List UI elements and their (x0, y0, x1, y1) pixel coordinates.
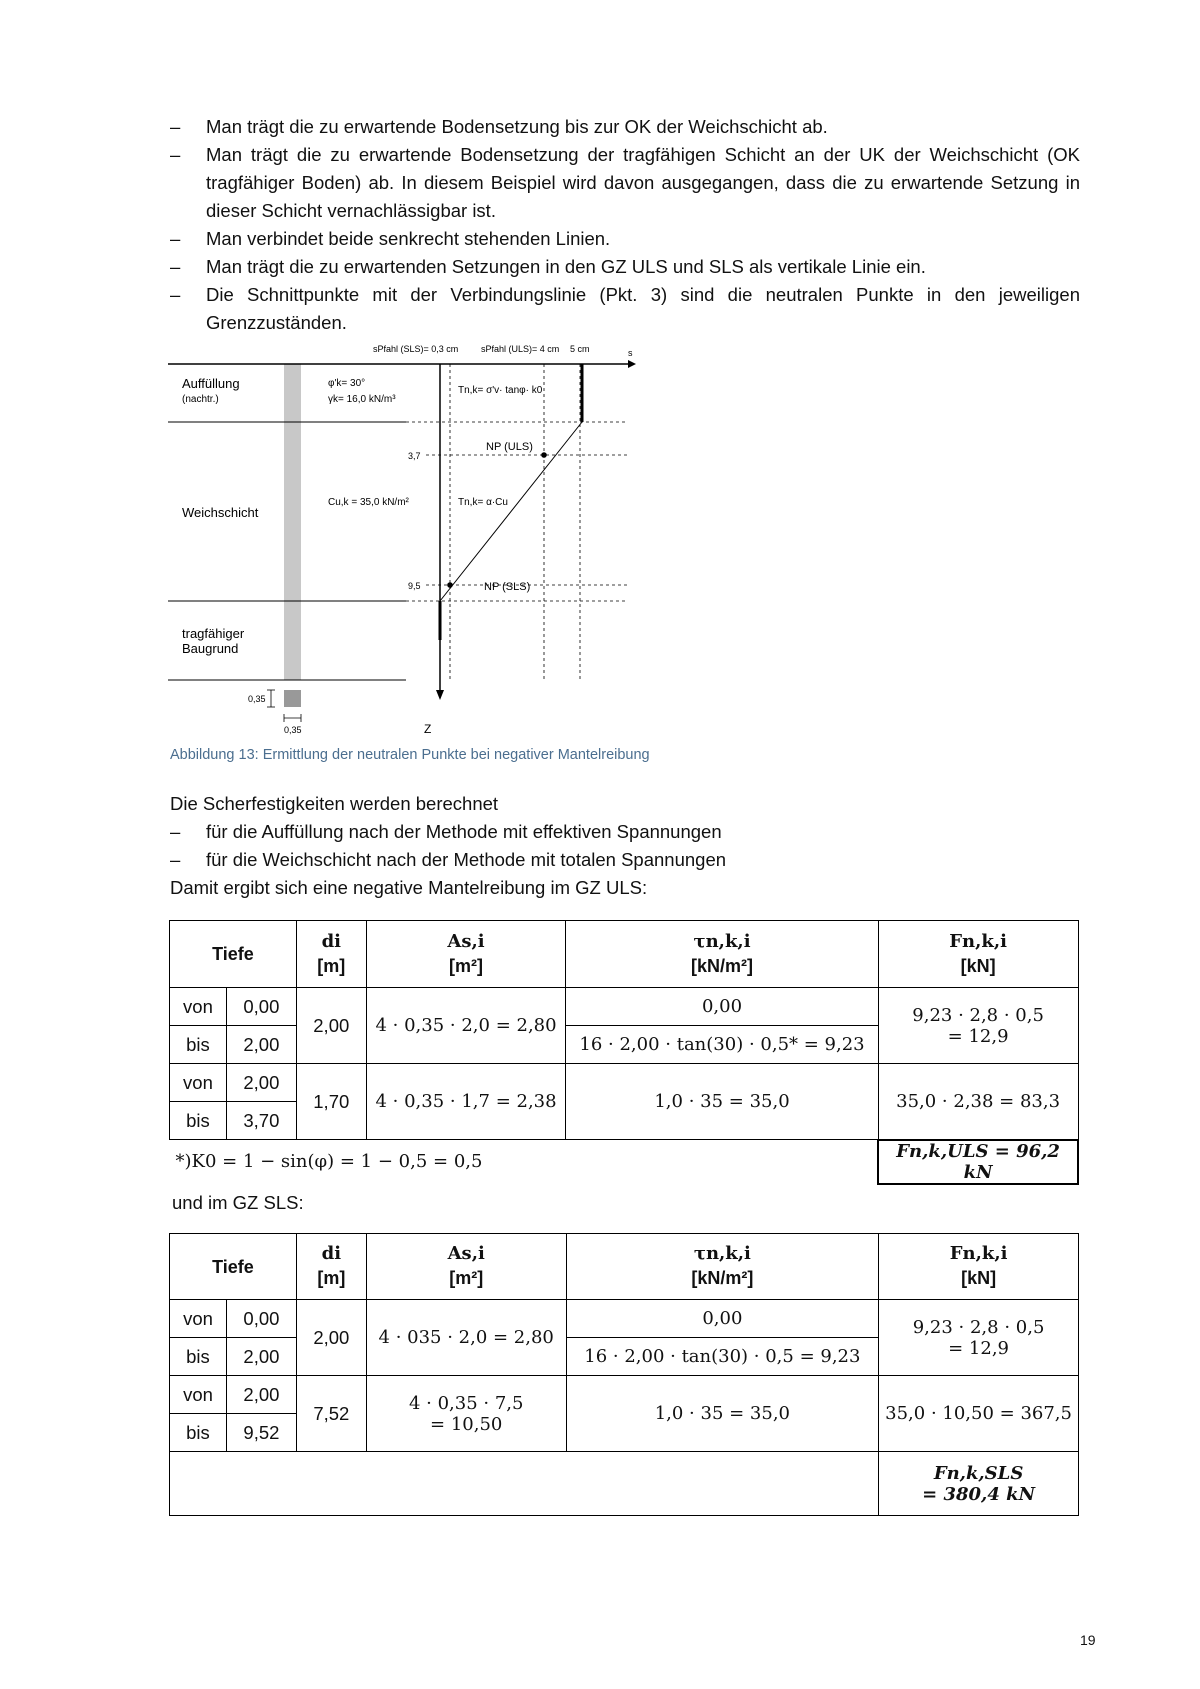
pile-section (284, 690, 301, 707)
intro-line-2: Damit ergibt sich eine negative Mantelreibung im GZ ULS: (170, 877, 648, 898)
uls-table (169, 920, 1079, 1185)
uls-label: sPfahl (ULS)= 4 cm (481, 344, 560, 354)
table-row: bis 2,00 16 · 2,00 · tan(30) · 0,5 = 9,23 (170, 1338, 1079, 1376)
list-item: – Die Schnittpunkte mit der Verbindungslinie (Pkt. 3) sind die neutralen Punkte in den jeweiligen Grenzzuständen. (170, 284, 1080, 333)
table-row: bis 9,52 (170, 1414, 1079, 1452)
page-number: 19 (1080, 1632, 1096, 1648)
tau-soft: Tn,k= α·Cu (458, 497, 508, 508)
np-sls-point (447, 582, 453, 588)
depth-sls: 9,5 (408, 581, 421, 591)
tau-fill: Tn,k= σ'v· tanφ· k0 (458, 385, 543, 396)
header-d: di [m] (296, 921, 366, 988)
layer-base-label-2: Baugrund (182, 641, 239, 656)
header-f: Fn,k,i [kN] (879, 1234, 1079, 1300)
pile-dim-w: 0,35 (284, 725, 302, 735)
np-uls-point (541, 452, 547, 458)
k0-note: *)K0 = 1 − sin(φ) = 1 − 0,5 = 0,5 (170, 1140, 879, 1184)
list-item: – Man trägt die zu erwartende Bodensetzung der tragfähigen Schicht an der UK der Weichschicht (OK tragfähiger Boden) ab. In diesem Beispiel wird davon ausgegangen, dass die zu erwartende Setzung in dieser Schicht vernachlässigbar ist. (170, 144, 1080, 221)
phi-param: φ'k= 30° (328, 378, 366, 389)
header-f: Fn,k,i [kN] (878, 921, 1078, 988)
table-row: von 2,00 1,70 4 · 0,35 · 1,7 = 2,38 1,0 · 35 = 35,0 35,0 · 2,38 = 83,3 (170, 1064, 1079, 1102)
header-tau: τn,k,i [kN/m²] (566, 1234, 879, 1300)
table-row: bis 3,70 (170, 1102, 1079, 1140)
intro-line-1: Die Scherfestigkeiten werden berechnet (170, 793, 499, 814)
list-item: – Man verbindet beide senkrecht stehenden Linien. (170, 228, 611, 249)
s-label: s (628, 348, 633, 358)
list-item: – Man trägt die zu erwartenden Setzungen in den GZ ULS und SLS als vertikale Linie ein. (170, 256, 926, 277)
gamma-param: γk= 16,0 kN/m³ (328, 394, 396, 405)
header-tiefe: Tiefe (170, 1234, 297, 1300)
table-row: von 0,00 2,00 4 · 0,35 · 2,0 = 2,80 0,00 9,23 · 2,8 · 0,5 = 12,9 (170, 988, 1079, 1026)
table-row: bis 2,00 16 · 2,00 · tan(30) · 0,5* = 9,23 (170, 1026, 1079, 1064)
five-cm-label: 5 cm (570, 344, 590, 354)
np-sls-label: NP (SLS) (484, 581, 531, 593)
z-axis-arrow (436, 690, 444, 700)
header-tiefe: Tiefe (170, 921, 297, 988)
layer-fill-label: Auffüllung (182, 376, 240, 391)
procedure-list (170, 113, 1080, 337)
figure-caption: Abbildung 13: Ermittlung der neutralen Punkte bei negativer Mantelreibung (170, 747, 650, 763)
z-label: Z (424, 722, 432, 736)
sls-label: sPfahl (SLS)= 0,3 cm (373, 344, 459, 354)
sls-sum: Fn,k,SLS = 380,4 kN (879, 1452, 1079, 1516)
list-item: – für die Weichschicht nach der Methode mit totalen Spannungen (170, 849, 727, 870)
list-item: – für die Auffüllung nach der Methode mit effektiven Spannungen (170, 821, 722, 842)
list-item: – Man trägt die zu erwartende Bodensetzung bis zur OK der Weichschicht ab. (170, 116, 828, 137)
s-axis-arrow (628, 360, 636, 368)
table-row: von 0,00 2,00 4 · 035 · 2,0 = 2,80 0,00 9,23 · 2,8 · 0,5 = 12,9 (170, 1300, 1079, 1338)
cu-param: Cu,k = 35,0 kN/m² (328, 497, 409, 508)
sls-table (169, 1233, 1079, 1516)
depth-uls: 3,7 (408, 451, 421, 461)
table-row: von 2,00 7,52 4 · 0,35 · 7,5 = 10,50 1,0 · 35 = 35,0 35,0 · 10,50 = 367,5 (170, 1376, 1079, 1414)
intro-text (170, 790, 1070, 902)
header-tau: τn,k,i [kN/m²] (566, 921, 878, 988)
header-a: As,i [m²] (366, 1234, 566, 1300)
layer-fill-sub: (nachtr.) (182, 394, 219, 405)
np-uls-label: NP (ULS) (486, 441, 533, 453)
pile-dim-h: 0,35 (248, 694, 266, 704)
header-d: di [m] (296, 1234, 366, 1300)
sls-intro: und im GZ SLS: (172, 1192, 304, 1213)
layer-soft-label: Weichschicht (182, 505, 259, 520)
uls-sum: Fn,k,ULS = 96,2 kN (878, 1140, 1078, 1184)
layer-base-label-1: tragfähiger (182, 626, 245, 641)
header-a: As,i [m²] (366, 921, 566, 988)
neutral-point-diagram (168, 340, 648, 740)
pile-shaft (284, 364, 301, 680)
